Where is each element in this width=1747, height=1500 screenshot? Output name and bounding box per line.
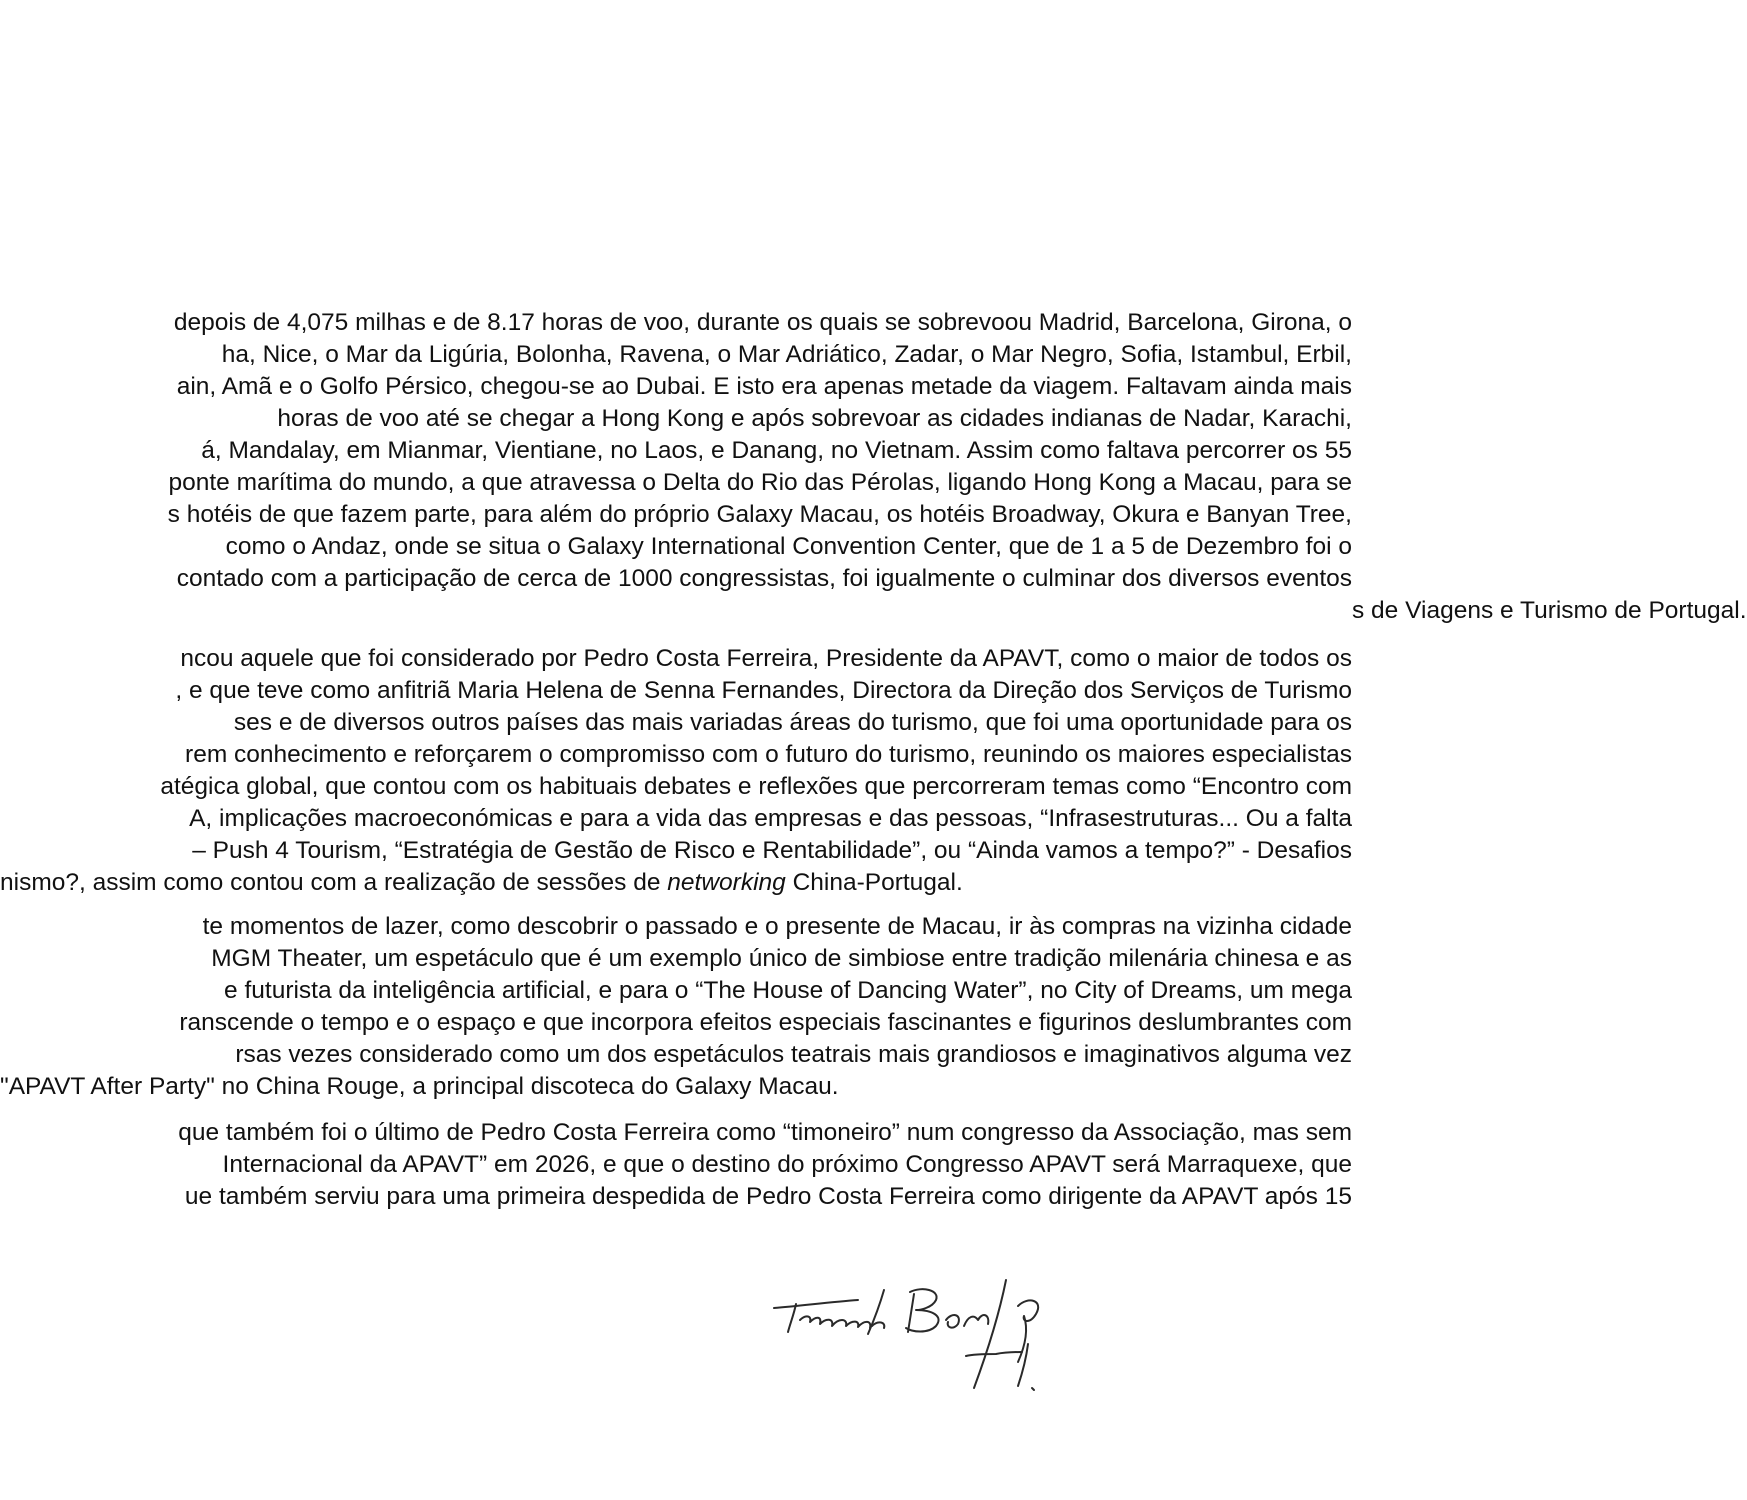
paragraph-line: , e que teve como anfitriã Maria Helena de Senna Fernandes, Directora da Direção dos Serviços de Turismo [175,677,1352,704]
paragraph-line: depois de 4,075 milhas e de 8.17 horas de voo, durante os quais se sobrevoou Madrid, Barcelona, Girona, o [173,309,1352,336]
paragraph-line: ses e de diversos outros países das mais variadas áreas do turismo, que foi uma oportunidade para os [233,709,1352,736]
paragraph-line: A, implicações macroeconómicas e para a vida das empresas e das pessoas, “Infrasestruturas... Ou a falta [189,805,1352,832]
signature-stroke [966,1352,1022,1356]
paragraph-line: te momentos de lazer, como descobrir o passado e o presente de Macau, ir às compras na vizinha cidade [202,913,1352,940]
paragraph-line: Internacional da APAVT” em 2026, e que o destino do próximo Congresso APAVT será Marraquexe, que [222,1151,1352,1178]
paragraph-line: ain, Amã e o Golfo Pérsico, chegou-se ao Dubai. E isto era apenas metade da viagem. Faltavam ainda mais [176,373,1352,400]
signature-stroke [946,1315,959,1328]
signature-stroke [964,1315,988,1326]
paragraph-line: contado com a participação de cerca de 1000 congressistas, foi igualmente o culminar dos diversos eventos [176,565,1352,592]
text-segment: China-Portugal. [785,869,963,896]
paragraph-line: "APAVT After Party" no China Rouge, a principal discoteca do Galaxy Macau. [0,1073,839,1100]
paragraph-line: ha, Nice, o Mar da Ligúria, Bolonha, Ravena, o Mar Adriático, Zadar, o Mar Negro, Sofia, Istambul, Erbil, [221,341,1352,368]
paragraph-line: – Push 4 Tourism, “Estratégia de Gestão de Risco e Rentabilidade”, ou “Ainda vamos a tempo?” - Desafios [192,837,1352,864]
signature-stroke [974,1280,1006,1388]
paragraph-line: s de Viagens e Turismo de Portugal. [1352,597,1747,624]
signature-stroke [774,1300,858,1308]
paragraph-last-line [0,867,963,899]
paragraph-line: ranscende o tempo e o espaço e que incorpora efeitos especiais fascinantes e figurinos deslumbrantes com [179,1009,1352,1036]
paragraph-line: rsas vezes considerado como um dos espetáculos teatrais mais grandiosos e imaginativos alguma vez [235,1041,1352,1068]
signature-stroke [800,1316,870,1328]
paragraph-line: como o Andaz, onde se situa o Galaxy International Convention Center, que de 1 a 5 de Dezembro foi o [225,533,1352,560]
signature-stroke [788,1304,796,1332]
signature-stroke [1032,1388,1034,1390]
paragraph-line: horas de voo até se chegar a Hong Kong e após sobrevoar as cidades indianas de Nadar, Karachi, [277,405,1352,432]
signature-stroke [908,1294,914,1332]
paragraph-line: ue também serviu para uma primeira despedida de Pedro Costa Ferreira como dirigente da APAVT após 15 [184,1183,1352,1210]
text-segment: nismo?, assim como contou com a realização de sessões de [0,869,668,896]
paragraph-line: rem conhecimento e reforçarem o compromisso com o futuro do turismo, reunindo os maiores especialistas [185,741,1352,768]
signature-image [760,1270,1160,1400]
paragraph-line: MGM Theater, um espetáculo que é um exemplo único de simbiose entre tradição milenária chinesa e as [211,945,1352,972]
italic-term: networking [667,869,786,896]
paragraph-line: ncou aquele que foi considerado por Pedro Costa Ferreira, Presidente da APAVT, como o maior de todos os [180,645,1352,672]
paragraph-line: ponte marítima do mundo, a que atravessa o Delta do Rio das Pérolas, ligando Hong Kong a Macau, para se [168,469,1352,496]
paragraph-line: s hotéis de que fazem parte, para além do próprio Galaxy Macau, os hotéis Broadway, Okura e Banyan Tree, [167,501,1352,528]
signature-stroke [868,1290,884,1334]
signature-stroke [872,1322,884,1328]
paragraph-line: que também foi o último de Pedro Costa Ferreira como “timoneiro” num congresso da Associação, mas sem [178,1119,1352,1146]
paragraph-line: e futurista da inteligência artificial, e para o “The House of Dancing Water”, no City of Dreams, um mega [224,977,1352,1004]
paragraph-line: atégica global, que contou com os habituais debates e reflexões que percorreram temas como “Encontro com [160,773,1352,800]
paragraph-line: á, Mandalay, em Mianmar, Vientiane, no Laos, e Danang, no Vietnam. Assim como faltava percorrer os 55 [201,437,1352,464]
